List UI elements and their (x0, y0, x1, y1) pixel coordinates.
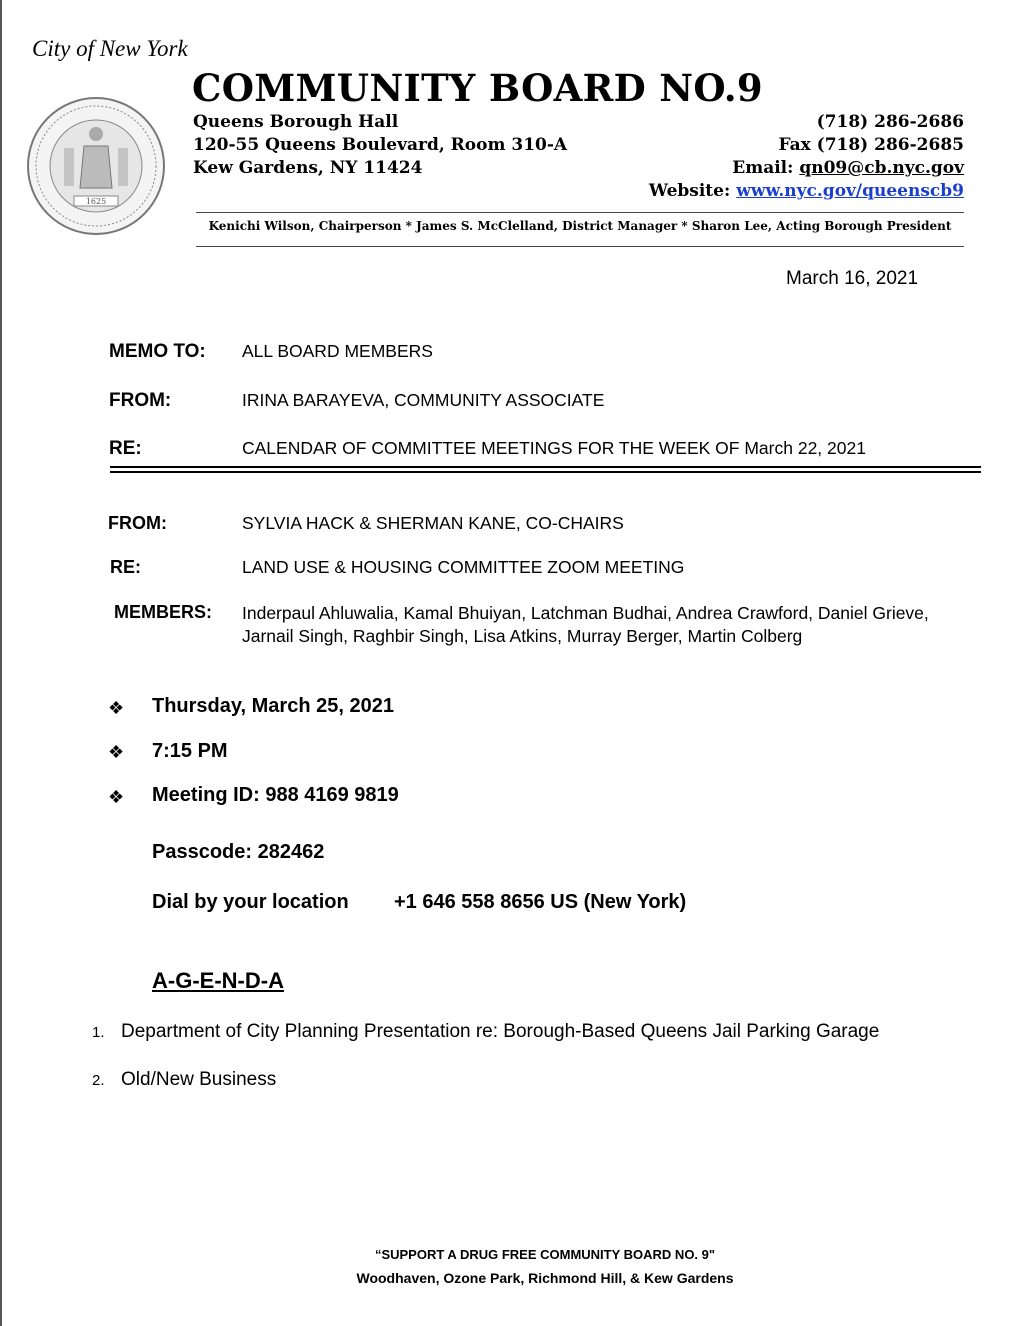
bullet-icon: ❖ (108, 787, 125, 807)
agenda-item: Old/New Business (121, 1069, 277, 1090)
header-rule-bottom (196, 246, 964, 247)
memo-to-value: ALL BOARD MEMBERS (242, 341, 433, 361)
committee-re-value: LAND USE & HOUSING COMMITTEE ZOOM MEETING (242, 557, 685, 577)
website-label: Website: (648, 181, 737, 201)
address-line-3: Kew Gardens, NY 11424 (193, 158, 423, 178)
city-seal-icon (26, 96, 166, 236)
address-line-1: Queens Borough Hall (193, 112, 399, 132)
members-label: MEMBERS: (114, 602, 212, 622)
re-label: RE: (109, 438, 142, 459)
website-line (649, 181, 964, 201)
website-link[interactable]: www.nyc.gov/queenscb9 (736, 181, 964, 201)
meeting-id: Meeting ID: 988 4169 9819 (152, 784, 399, 806)
committee-re-label: RE: (110, 557, 141, 577)
fax-number: Fax (718) 286-2685 (778, 135, 964, 155)
officers-line: Kenichi Wilson, Chairperson * James S. McClelland, District Manager * Sharon Lee, Acting Borough President (208, 219, 952, 233)
page-border (0, 0, 2, 1326)
agenda-item-number: 2. (92, 1072, 105, 1089)
city-name: City of New York (32, 36, 188, 61)
committee-from-value: SYLVIA HACK & SHERMAN KANE, CO-CHAIRS (242, 513, 624, 533)
address-line-2: 120-55 Queens Boulevard, Room 310-A (193, 135, 568, 155)
header-rule-top (196, 212, 964, 213)
email-address[interactable]: qn09@cb.nyc.gov (799, 158, 964, 178)
agenda-title: A-G-E-N-D-A (152, 968, 284, 993)
agenda-item: Department of City Planning Presentation re: Borough-Based Queens Jail Parking Garage (121, 1021, 880, 1042)
agenda-item-number: 1. (92, 1024, 105, 1041)
svg-text:1625: 1625 (85, 197, 107, 206)
meeting-time: 7:15 PM (152, 740, 228, 762)
meeting-passcode: Passcode: 282462 (152, 841, 325, 863)
footer-areas: Woodhaven, Ozone Park, Richmond Hill, & Kew Gardens (356, 1270, 734, 1286)
footer-slogan: “SUPPORT A DRUG FREE COMMUNITY BOARD NO. 9" (374, 1247, 716, 1262)
board-title: COMMUNITY BOARD NO.9 (192, 66, 763, 110)
memo-to-label: MEMO TO: (109, 341, 206, 362)
bullet-icon: ❖ (108, 698, 125, 718)
bullet-icon: ❖ (108, 742, 125, 762)
dial-label: Dial by your location (152, 891, 349, 913)
members-list: Inderpaul Ahluwalia, Kamal Bhuiyan, Latchman Budhai, Andrea Crawford, Daniel Grieve, Jarnail Singh, Raghbir Singh, Lisa Atkins, Murray Berger, Martin Colberg (242, 603, 929, 646)
from-label: FROM: (109, 390, 172, 411)
from-value: IRINA BARAYEVA, COMMUNITY ASSOCIATE (242, 390, 605, 410)
dial-number: +1 646 558 8656 US (New York) (394, 891, 687, 913)
double-rule-bottom (110, 471, 981, 473)
double-rule-top (110, 466, 981, 468)
committee-from-label: FROM: (108, 513, 167, 533)
meeting-date: Thursday, March 25, 2021 (152, 695, 394, 717)
phone-number: (718) 286-2686 (816, 112, 964, 132)
email-line (732, 158, 964, 178)
email-label: Email: (732, 158, 800, 178)
memo-date: March 16, 2021 (786, 268, 919, 289)
re-value: CALENDAR OF COMMITTEE MEETINGS FOR THE WEEK OF March 22, 2021 (242, 438, 866, 458)
